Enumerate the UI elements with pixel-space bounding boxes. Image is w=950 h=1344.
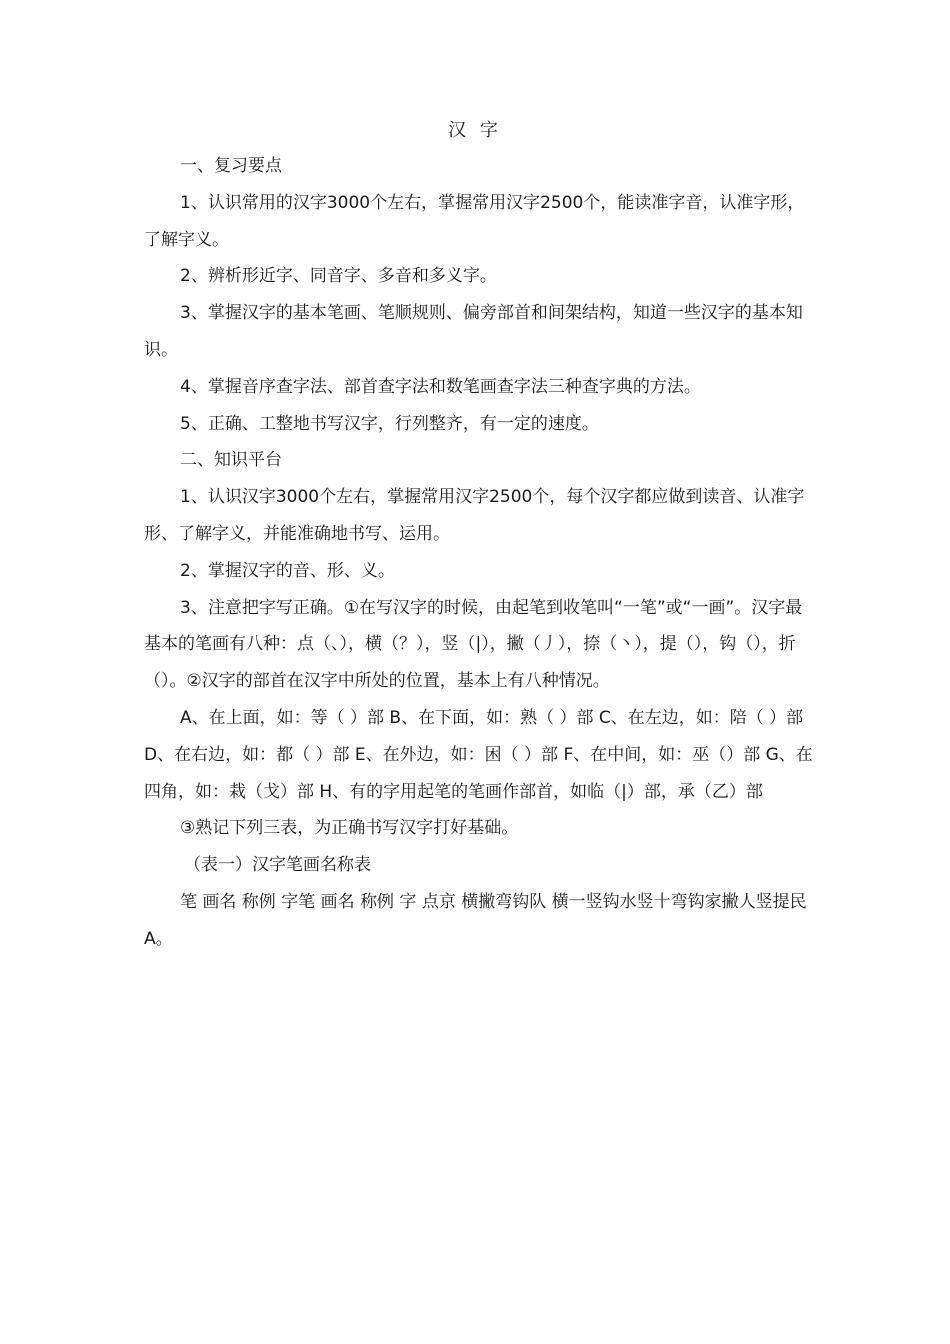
document-body <box>144 148 816 958</box>
paragraph-review-1: 1、认识常用的汉字3000个左右，掌握常用汉字2500个，能读准字音，认准字形，了解字义。 <box>144 192 805 250</box>
paragraph-review-4: 4、掌握音序查字法、部首查字法和数笔画查字法三种查字典的方法。 <box>180 376 701 397</box>
paragraph-review-3: 3、掌握汉字的基本笔画、笔顺规则、偏旁部首和间架结构，知道一些汉字的基本知识。 <box>144 303 803 360</box>
paragraph-stroke-names: 笔 画名 称例 字笔 画名 称例 字 点京 横撇弯钩队 横一竖钩水竖十弯钩家撇人竖提民A。 <box>144 891 807 949</box>
paragraph-memorize-tables: ③熟记下列三表，为正确书写汉字打好基础。 <box>180 818 519 839</box>
paragraph-review-5: 5、正确、工整地书写汉字，行列整齐，有一定的速度。 <box>180 413 599 434</box>
paragraph-radical-positions: A、在上面，如：等（ ）部 B、在下面，如：熟（ ）部 C、在左边，如：陪（ ）部 D、在右边，如：都（ ）部 E、在外边，如：困（ ）部 F、在中间，如：巫（）部 G、在四角，如：栽（戈）部 H、有的字用起笔的笔画作部首，如临（|）部，承（乙）部 <box>144 707 813 802</box>
heading-review-points: 一、复习要点 <box>180 156 282 176</box>
heading-knowledge-platform: 二、知识平台 <box>180 450 282 471</box>
table-one-caption: （表一）汉字笔画名称表 <box>184 855 371 876</box>
document-title: 汉 字 <box>448 120 502 141</box>
paragraph-review-2: 2、辨析形近字、同音字、多音和多义字。 <box>180 266 497 287</box>
paragraph-knowledge-2: 2、掌握汉字的音、形、义。 <box>180 560 395 581</box>
paragraph-knowledge-1: 1、认识汉字3000个左右，掌握常用汉字2500个，每个汉字都应做到读音、认准字形、了解字义，并能准确地书写、运用。 <box>144 487 805 544</box>
paragraph-knowledge-3: 3、注意把字写正确。①在写汉字的时候，由起笔到收笔叫“一笔”或“一画”。汉字最基本的笔画有八种：点（、），横（？），竖（|），撇（丿），捺（丶），提（），钩（），折（）。②汉字的部首在汉字中所处的位置，基本上有八种情况。 <box>144 597 803 692</box>
